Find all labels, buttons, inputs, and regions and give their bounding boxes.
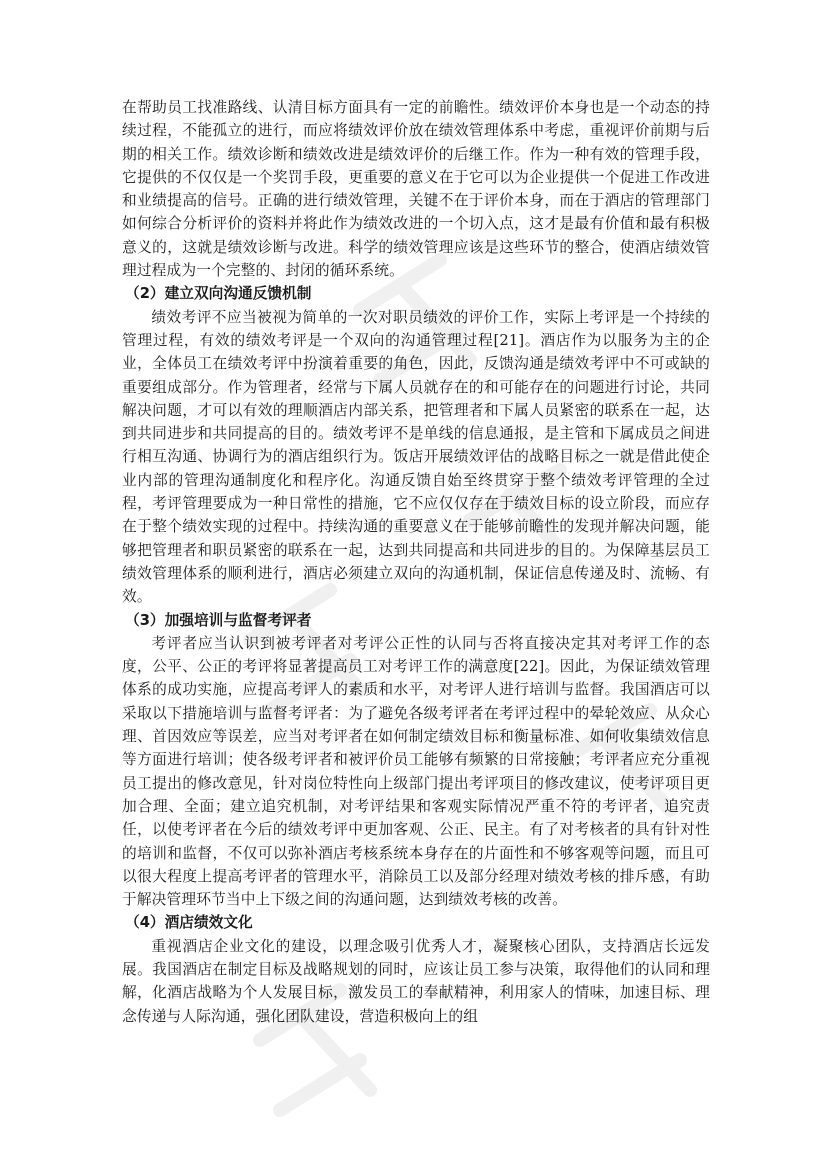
- paragraph-performance-culture: 重视酒店企业文化的建设，以理念吸引优秀人才，凝聚核心团队，支持酒店长远发展。我国酒店在制定目标及战略规划的同时，应该让员工参与决策，取得他们的认同和理解，化酒店战略为个人发展目标，激发员工的奉献精神，利用家人的情味，加速目标、理念传递与人际沟通，强化团队建设，营造积极向上的组: [122, 937, 710, 1025]
- section-heading-feedback-mechanism: （2）建立双向沟通反馈机制: [125, 285, 312, 303]
- section-heading-evaluator-training: （3）加强培训与监督考评者: [125, 611, 312, 629]
- paragraph-feedback-mechanism: 绩效考评不应当被视为简单的一次对职员绩效的评价工作，实际上考评是一个持续的管理过程，有效的绩效考评是一个双向的沟通管理过程[21]。酒店作为以服务为主的企业，全体员工在绩效考评中扮演着重要的角色，因此，反馈沟通是绩效考评中不可或缺的重要组成部分。作为管理者，经常与下属人员就存在的和可能存在的问题进行讨论，共同解决问题，才可以有效的理顺酒店内部关系，把管理者和下属人员紧密的联系在一起，达到共同进步和共同提高的目的。绩效考评不是单线的信息通报，是主管和下属成员之间进行相互沟通、协调行为的酒店组织行为。饭店开展绩效评估的战略目标之一就是借此使企业内部的管理沟通制度化和程序化。沟通反馈自始至终贯穿于整个绩效考评管理的全过程，考评管理要成为一种日常性的措施，它不应仅仅存在于绩效目标的设立阶段，而应存在于整个绩效实现的过程中。持续沟通的重要意义在于能够前瞻性的发现并解决问题，能够把管理者和职员紧密的联系在一起，达到共同提高和共同进步的目的。为保障基层员工绩效管理体系的顺利进行，酒店必须建立双向的沟通机制，保证信息传递及时、流畅、有效。: [122, 308, 710, 606]
- document-page: [122, 96, 710, 1028]
- section-heading-performance-culture: （4）酒店绩效文化: [125, 914, 253, 932]
- paragraph-evaluator-training: 考评者应当认识到被考评者对考评公正性的认同与否将直接决定其对考评工作的态度，公平、公正的考评将显著提高员工对考评工作的满意度[22]。因此，为保证绩效管理体系的成功实施，应提高考评人的素质和水平，对考评人进行培训与监督。我国酒店可以采取以下措施培训与监督考评者：为了避免各级考评者在考评过程中的晕轮效应、从众心理、首因效应等误差，应当对考评者在如何制定绩效目标和衡量标准、如何收集绩效信息等方面进行培训；使各级考评者和被评价员工能够有频繁的日常接触；考评者应充分重视员工提出的修改意见，针对岗位特性向上级部门提出考评项目的修改建议，使考评项目更加合理、全面；建立追究机制，对考评结果和客观实际情况严重不符的考评者，追究责任，以使考评者在今后的绩效考评中更加客观、公正、民主。有了对考核者的具有针对性的培训和监督，不仅可以弥补酒店考核系统本身存在的片面性和不够客观等问题，而且可以很大程度上提高考评者的管理水平，消除员工以及部分经理对绩效考核的排斥感，有助于解决管理环节当中上下级之间的沟通问题，达到绩效考核的改善。: [122, 634, 710, 909]
- paragraph-performance-diagnosis: 在帮助员工找准路线、认清目标方面具有一定的前瞻性。绩效评价本身也是一个动态的持续过程，不能孤立的进行，而应将绩效评价放在绩效管理体系中考虑，重视评价前期与后期的相关工作。绩效诊断和绩效改进是绩效评价的后继工作。作为一种有效的管理手段，它提供的不仅仅是一个奖罚手段，更重要的意义在于它可以为企业提供一个促进工作改进和业绩提高的信号。正确的进行绩效管理，关键不在于评价本身，而在于酒店的管理部门如何综合分析评价的资料并将此作为绩效改进的一个切入点，这才是最有价值和最有积极意义的，这就是绩效诊断与改进。科学的绩效管理应该是这些环节的整合，使酒店绩效管理过程成为一个完整的、封闭的循环系统。: [122, 99, 710, 280]
